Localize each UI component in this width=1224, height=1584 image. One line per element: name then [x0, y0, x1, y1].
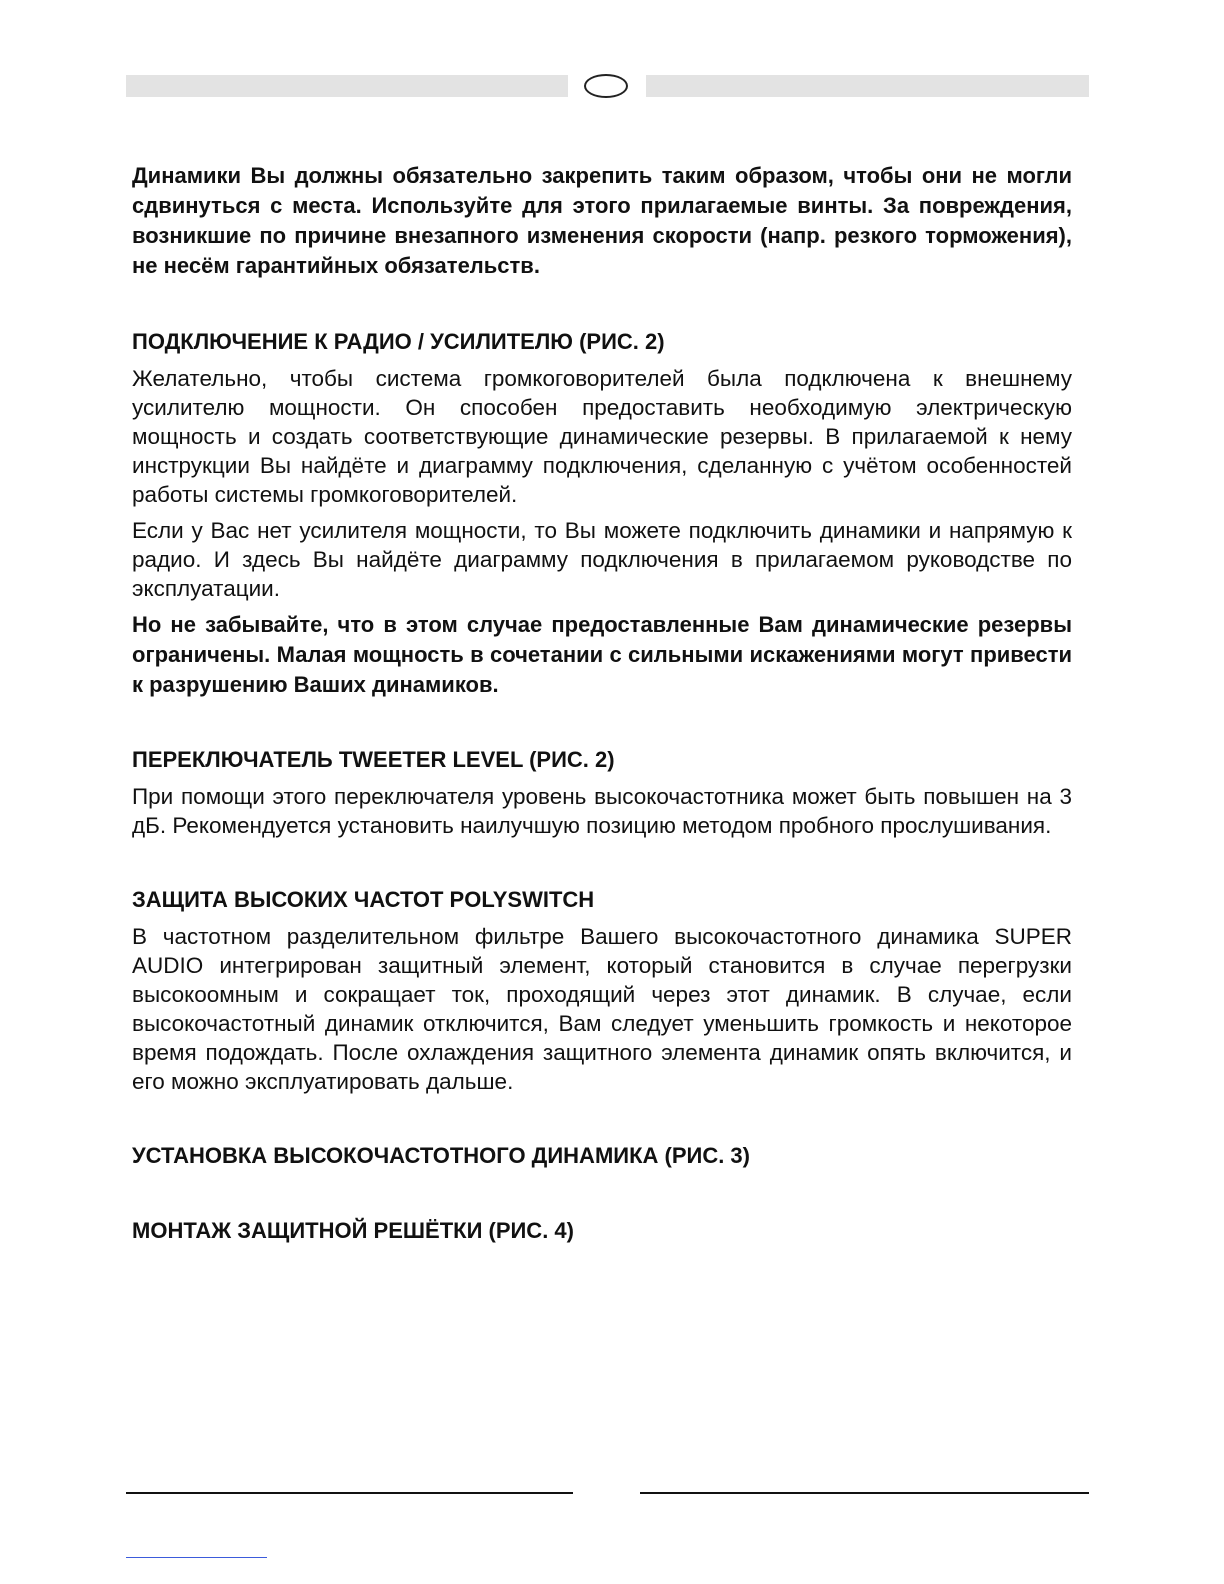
section-heading-polyswitch: ЗАЩИТА ВЫСОКИХ ЧАСТОТ POLYSWITCH	[132, 887, 595, 912]
footer-divider-left	[126, 1492, 573, 1494]
footer-divider-right	[640, 1492, 1089, 1494]
section-heading-tweeter-installation: УСТАНОВКА ВЫСОКОЧАСТОТНОГО ДИНАМИКА (РИС. 3)	[132, 1143, 750, 1168]
section-heading-radio-amplifier: ПОДКЛЮЧЕНИЕ К РАДИО / УСИЛИТЕЛЮ (РИС. 2)	[132, 329, 665, 354]
section-heading-tweeter-level: ПЕРЕКЛЮЧАТЕЛЬ TWEETER LEVEL (РИС. 2)	[132, 747, 615, 772]
footer-blue-divider	[126, 1557, 267, 1558]
header-bar-right	[646, 75, 1089, 97]
section-polyswitch-paragraph: В частотном разделительном фильтре Вашего высокочастотного динамика SUPER AUDIO интегрирован защитный элемент, который становится в случае перегрузки высокоомным и сокращает ток, проходящий через этот динамик. В случае, если высокочастотный динамик отключится, Вам следует уменьшить громкость и некоторое время подождать. После охлаждения защитного элемента динамик опять включится, и его можно эксплуатировать дальше.	[132, 924, 1072, 1094]
section-radio-amplifier-note: Но не забывайте, что в этом случае предоставленные Вам динамические резервы ограничены. Малая мощность в сочетании с сильными искажениями могут привести к разрушению Ваших динамиков.	[132, 612, 1072, 697]
page-content	[132, 161, 1072, 1246]
header-oval-icon	[584, 74, 628, 98]
intro-paragraph: Динамики Вы должны обязательно закрепить таким образом, чтобы они не могли сдвинуться с места. Используйте для этого прилагаемые винты. За повреждения, возникшие по причине внезапного изменения скорости (напр. резкого торможения), не несём гарантийных обязательств.	[132, 163, 1072, 278]
section-radio-amplifier-paragraph-1: Желательно, чтобы система громкоговорителей была подключена к внешнему усилителю мощности. Он способен предоставить необходимую электрическую мощность и создать соответствующие динамические резервы. В прилагаемой к нему инструкции Вы найдёте и диаграмму подключения, сделанную с учётом особенностей работы системы громкоговорителей.	[132, 366, 1072, 507]
header-bar-left	[126, 75, 568, 97]
section-radio-amplifier-paragraph-2: Если у Вас нет усилителя мощности, то Вы можете подключить динамики и напрямую к радио. И здесь Вы найдёте диаграмму подключения в прилагаемом руководстве по эксплуатации.	[132, 518, 1072, 601]
section-heading-grille-mounting: МОНТАЖ ЗАЩИТНОЙ РЕШЁТКИ (РИС. 4)	[132, 1218, 574, 1243]
section-tweeter-level-paragraph: При помощи этого переключателя уровень высокочастотника может быть повышен на 3 дБ. Рекомендуется установить наилучшую позицию методом пробного прослушивания.	[132, 784, 1072, 838]
